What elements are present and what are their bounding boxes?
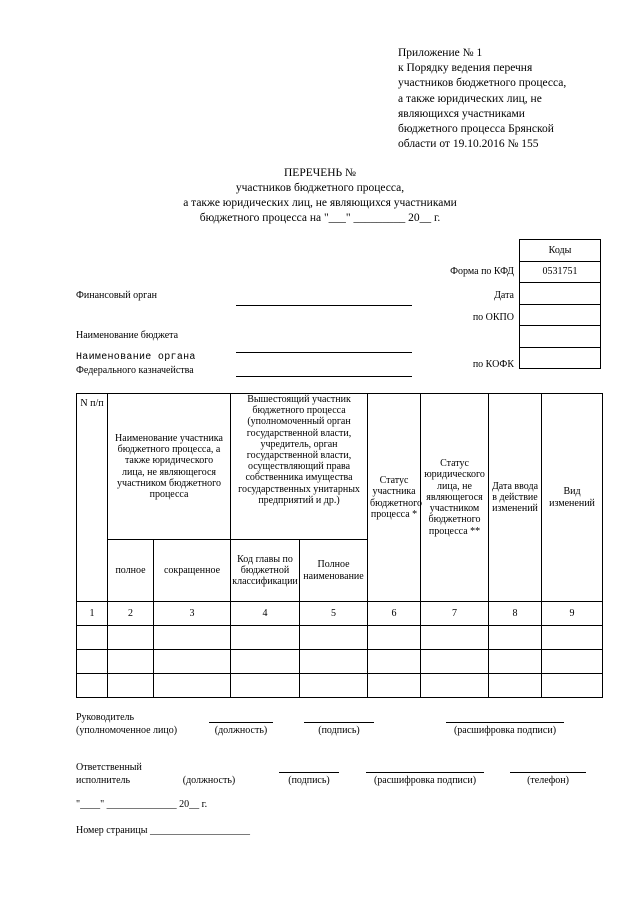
- appendix-line: а также юридических лиц, не: [398, 92, 542, 105]
- table-cell[interactable]: [300, 674, 368, 698]
- col-index: 5: [300, 602, 368, 626]
- col-index: 7: [421, 602, 489, 626]
- table-cell[interactable]: [300, 626, 368, 650]
- head-label-1: Руководитель: [76, 712, 135, 723]
- table-cell[interactable]: [489, 674, 542, 698]
- head-position-field[interactable]: [209, 722, 273, 723]
- table-row: [77, 674, 603, 698]
- table-cell[interactable]: [489, 650, 542, 674]
- codes-table: [519, 239, 601, 369]
- budget-name-field[interactable]: [236, 352, 412, 353]
- appendix-line: Приложение № 1: [398, 47, 483, 59]
- document-subtitle: а также юридических лиц, не являющихся участниками: [183, 197, 457, 209]
- col-status-legal-header: Статус юридического лица, не являющегося участником бюджетного процесса **: [421, 394, 489, 602]
- table-cell[interactable]: [154, 674, 231, 698]
- empty-code-cell[interactable]: [520, 326, 601, 348]
- col-index: 2: [108, 602, 154, 626]
- table-row: [77, 626, 603, 650]
- kofk-label: по КОФК: [472, 359, 514, 370]
- fin-organ-field[interactable]: [236, 305, 412, 306]
- col-index: 3: [154, 602, 231, 626]
- appendix-note: [398, 46, 628, 152]
- table-cell[interactable]: [421, 650, 489, 674]
- table-cell[interactable]: [108, 626, 154, 650]
- table-cell[interactable]: [421, 626, 489, 650]
- exec-phone-caption: (телефон): [527, 775, 569, 786]
- form-label: Форма по КФД: [450, 266, 514, 277]
- table-cell[interactable]: [542, 626, 603, 650]
- budget-name-label: Наименование бюджета: [76, 330, 179, 341]
- date-code-cell[interactable]: [520, 283, 601, 305]
- table-cell[interactable]: [300, 650, 368, 674]
- table-cell[interactable]: [77, 650, 108, 674]
- col-name-header: Наименование участника бюджетного процесса, а также юридического лица, не являющегося участником бюджетного процесса: [108, 394, 231, 540]
- table-cell[interactable]: [154, 626, 231, 650]
- exec-label-2: исполнитель: [76, 775, 131, 786]
- okpo-code-cell[interactable]: [520, 304, 601, 326]
- exec-signature-caption: (подпись): [288, 775, 330, 786]
- col-date-header: Дата ввода в действие изменений: [489, 394, 542, 602]
- head-label-2: (уполномоченное лицо): [76, 725, 178, 736]
- head-decode-field[interactable]: [446, 722, 564, 723]
- col-index: 4: [231, 602, 300, 626]
- exec-signature-field[interactable]: [279, 772, 339, 773]
- okpo-label: по ОКПО: [472, 312, 514, 323]
- document-subtitle: участников бюджетного процесса,: [235, 182, 405, 194]
- exec-phone-field[interactable]: [510, 772, 586, 773]
- table-cell[interactable]: [77, 626, 108, 650]
- codes-header: Коды: [520, 240, 601, 262]
- col-index: 1: [77, 602, 108, 626]
- table-cell[interactable]: [154, 650, 231, 674]
- exec-decode-caption: (расшифровка подписи): [373, 775, 477, 786]
- col-name-short-header: сокращенное: [154, 540, 231, 602]
- date-line[interactable]: "____" ______________ 20__ г.: [76, 799, 208, 810]
- table-cell[interactable]: [542, 650, 603, 674]
- participants-table: [76, 393, 603, 698]
- col-type-header: Вид изменений: [542, 394, 603, 602]
- head-position-caption: (должность): [214, 725, 268, 736]
- col-number-header: N п/п: [77, 394, 108, 602]
- col-name-full-header: полное: [108, 540, 154, 602]
- table-cell[interactable]: [368, 674, 421, 698]
- exec-decode-field[interactable]: [366, 772, 484, 773]
- head-signature-caption: (подпись): [318, 725, 360, 736]
- treasury-label-2: Федерального казначейства: [76, 365, 194, 376]
- document-title: ПЕРЕЧЕНЬ №: [283, 167, 356, 179]
- date-label: Дата: [494, 290, 514, 301]
- head-decode-caption: (расшифровка подписи): [453, 725, 557, 736]
- col-parent-code-header: Код главы по бюджетной классификации: [231, 540, 300, 602]
- table-cell[interactable]: [77, 674, 108, 698]
- treasury-label-1: Наименование органа: [76, 352, 196, 363]
- col-index: 6: [368, 602, 421, 626]
- table-cell[interactable]: [368, 650, 421, 674]
- fin-organ-label: Финансовый орган: [76, 290, 158, 301]
- table-cell[interactable]: [231, 650, 300, 674]
- table-cell[interactable]: [231, 626, 300, 650]
- appendix-line: бюджетного процесса Брянской: [398, 123, 554, 136]
- appendix-line: к Порядку ведения перечня: [398, 62, 533, 75]
- head-signature-field[interactable]: [304, 722, 374, 723]
- appendix-line: участников бюджетного процесса,: [398, 77, 567, 90]
- page-number-line[interactable]: Номер страницы ____________________: [76, 825, 250, 836]
- treasury-field[interactable]: [236, 376, 412, 377]
- exec-position-caption: (должность): [182, 775, 236, 786]
- table-row: [77, 650, 603, 674]
- table-cell[interactable]: [108, 650, 154, 674]
- col-parent-header: Вышестоящий участник бюджетного процесса (уполномоченный орган государственной власти, учредитель, орган государственной власти, осуществляющий права собственника имущества государственных унитарных предприятий и др.): [231, 394, 368, 540]
- table-cell[interactable]: [542, 674, 603, 698]
- col-parent-name-header: Полное наименование: [300, 540, 368, 602]
- table-cell[interactable]: [489, 626, 542, 650]
- table-cell[interactable]: [108, 674, 154, 698]
- kofk-code-cell[interactable]: [520, 347, 601, 369]
- table-cell[interactable]: [421, 674, 489, 698]
- col-index: 9: [542, 602, 603, 626]
- table-cell[interactable]: [368, 626, 421, 650]
- col-index: 8: [489, 602, 542, 626]
- appendix-line: области от 19.10.2016 № 155: [398, 138, 539, 151]
- exec-label-1: Ответственный: [76, 762, 142, 773]
- table-cell[interactable]: [231, 674, 300, 698]
- document-subtitle: бюджетного процесса на "___" _________ 20__ г.: [199, 212, 441, 224]
- appendix-line: являющихся участниками: [398, 107, 525, 120]
- col-status-participant-header: Статус участника бюджетного процесса *: [368, 394, 421, 602]
- form-code: 0531751: [520, 261, 601, 283]
